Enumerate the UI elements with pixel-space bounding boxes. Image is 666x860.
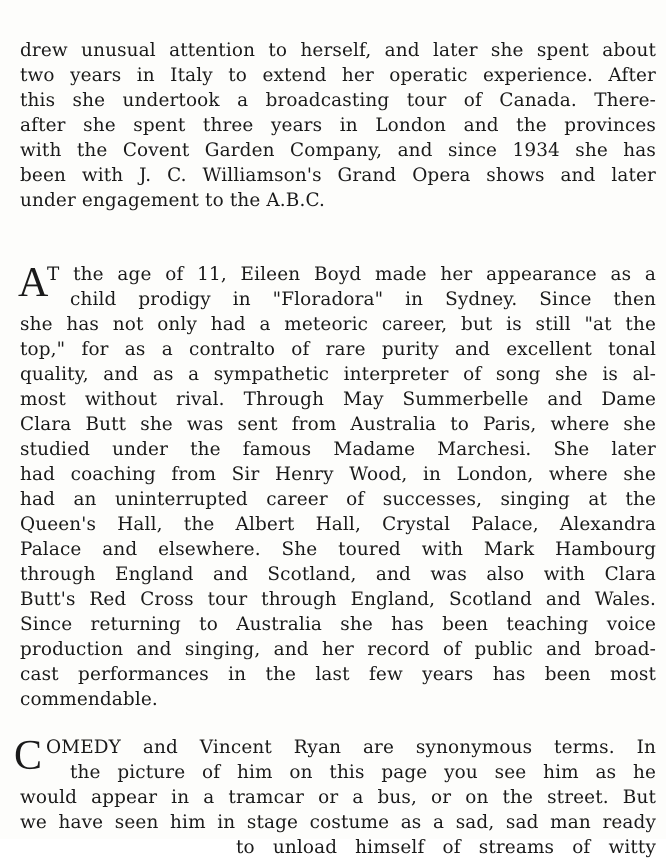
text-line: with the Covent Garden Company, and since 1934 she has: [20, 140, 656, 161]
text-line: studied under the famous Madame Marchesi. She later: [20, 439, 656, 460]
text-line: most without rival. Through May Summerbelle and Dame: [20, 389, 656, 410]
text-line: T the age of 11, Eileen Boyd made her appearance as a: [47, 264, 656, 285]
text-line: after she spent three years in London and the provinces: [20, 115, 656, 136]
text-line: through England and Scotland, and was also with Clara: [20, 564, 656, 585]
text-line: cast performances in the last few years has been most: [20, 664, 656, 685]
drop-cap: C: [14, 733, 43, 779]
text-line: under engagement to the A.B.C.: [20, 190, 326, 211]
text-line: Queen's Hall, the Albert Hall, Crystal Palace, Alexandra: [20, 514, 656, 535]
text-line: commendable.: [20, 689, 158, 710]
text-line: two years in Italy to extend her operatic experience. After: [20, 65, 656, 86]
text-line: Butt's Red Cross tour through England, Scotland and Wales.: [20, 589, 656, 610]
text-line: Palace and elsewhere. She toured with Mark Hambourg: [20, 539, 656, 560]
text-line: had an uninterrupted career of successes, singing at the: [20, 489, 656, 510]
text-line: production and singing, and her record of public and broad-: [20, 639, 656, 660]
text-line: been with J. C. Williamson's Grand Opera shows and later: [20, 165, 656, 186]
drop-cap: A: [18, 260, 49, 306]
text-line: had coaching from Sir Henry Wood, in London, where she: [20, 464, 656, 485]
text-line: she has not only had a meteoric career, but is still "at the: [20, 314, 656, 335]
text-line: Since returning to Australia she has been teaching voice: [20, 614, 656, 635]
text-line: top," for as a contralto of rare purity and excellent tonal: [20, 339, 656, 360]
text-line: we have seen him in stage costume as a sad, sad man ready: [20, 812, 656, 833]
text-line: drew unusual attention to herself, and later she spent about: [20, 40, 656, 61]
text-line: OMEDY and Vincent Ryan are synonymous terms. In: [46, 737, 656, 758]
text-line: would appear in a tramcar or a bus, or on the street. But: [20, 787, 656, 808]
text-line: Clara Butt she was sent from Australia to Paris, where she: [20, 414, 656, 435]
text-line: quality, and as a sympathetic interpreter of song she is al-: [20, 364, 656, 385]
text-line: this she undertook a broadcasting tour of Canada. There-: [20, 90, 656, 111]
text-line: to unload himself of streams of witty: [236, 837, 656, 858]
text-line: the picture of him on this page you see him as he: [70, 762, 656, 783]
text-line: child prodigy in "Floradora" in Sydney. Since then: [70, 289, 656, 310]
